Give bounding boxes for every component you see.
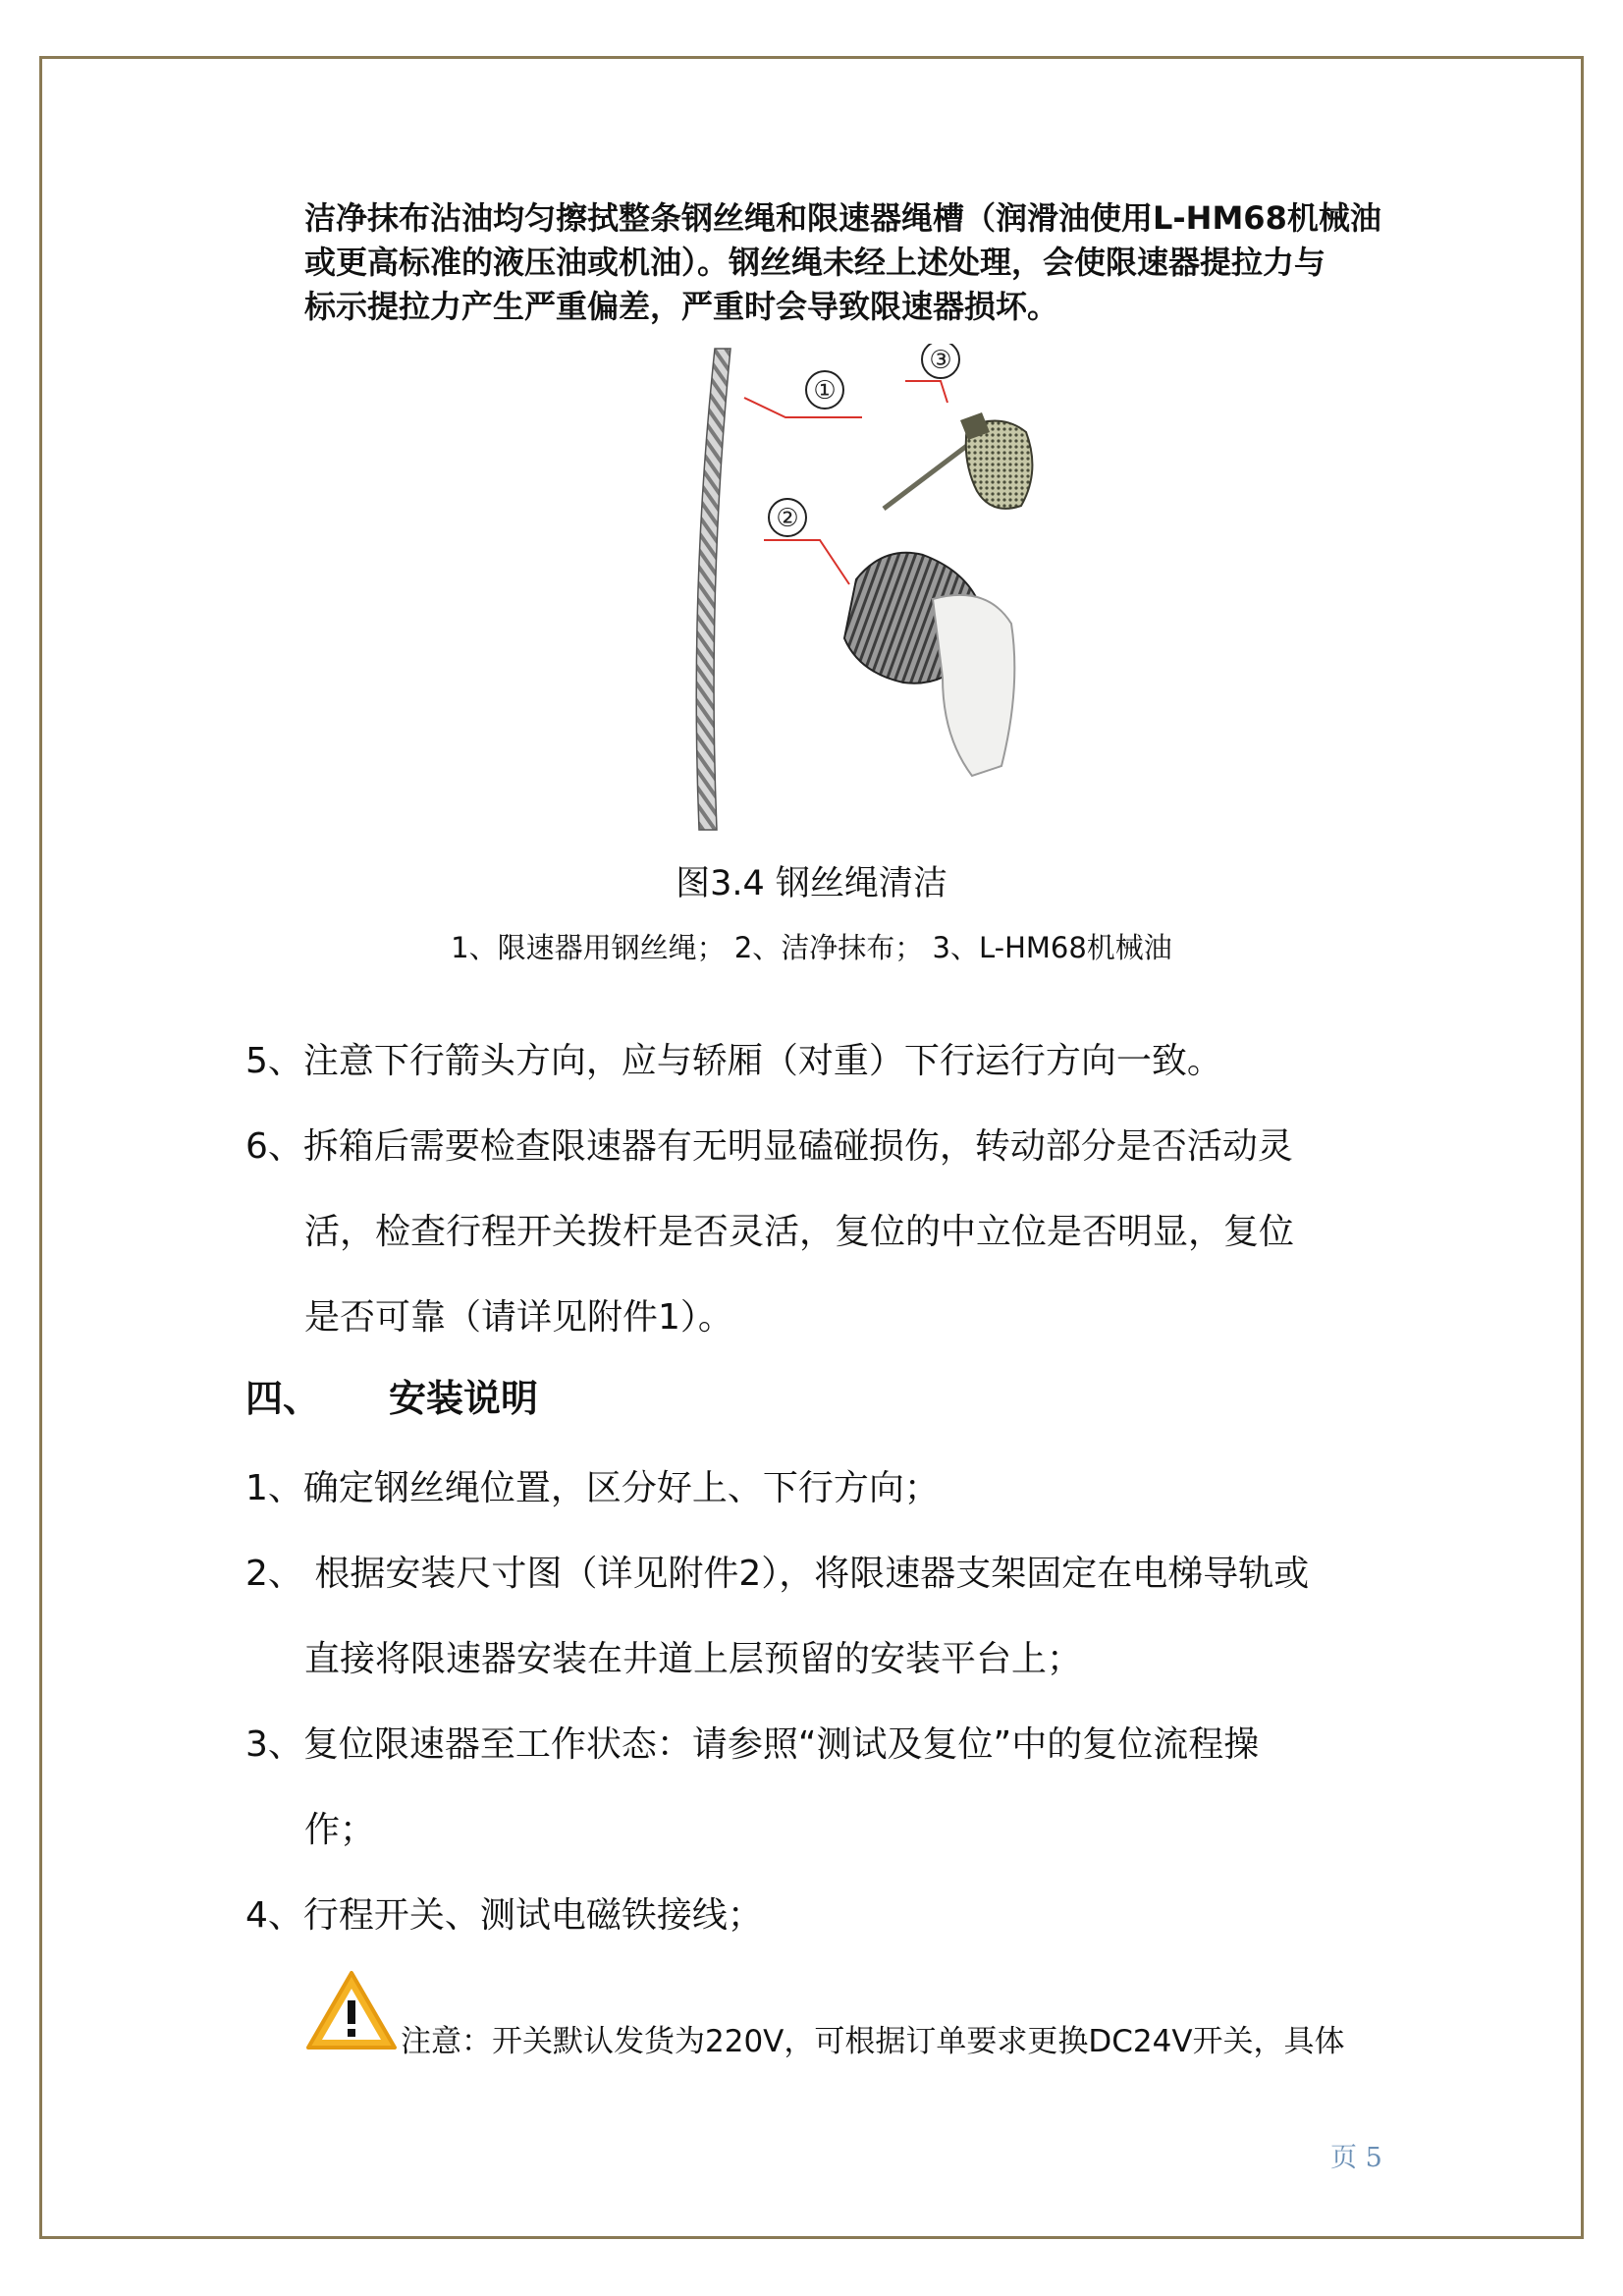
section-number: 四、 [245,1377,321,1420]
leader-line-1 [744,398,862,417]
marker-2: ② [776,504,799,533]
intro-line-2: 或更高标准的液压油或机油）。钢丝绳未经上述处理，会使限速器提拉力与 [304,244,1326,281]
notice-text: 注意：开关默认发货为220V，可根据订单要求更换DC24V开关，具体 [401,2024,1345,2059]
intro-line-3: 标示提拉力产生严重偏差，严重时会导致限速器损坏。 [304,288,1059,325]
install-item-3-line-2: 作； [304,1810,376,1850]
marker-3: ③ [929,346,952,375]
leader-line-3 [905,381,947,403]
item-6-line-1: 6、拆箱后需要检查限速器有无明显磕碰损伤，转动部分是否活动灵 [245,1126,1293,1167]
section-heading [245,1368,538,1422]
warning-icon [304,1969,399,2051]
section-title: 安装说明 [389,1377,539,1420]
intro-line-1: 洁净抹布沾油均匀擦拭整条钢丝绳和限速器绳槽（润滑油使用L-HM68机械油 [304,199,1381,237]
item-5: 5、注意下行箭头方向，应与轿厢（对重）下行运行方向一致。 [245,1041,1222,1081]
marker-1: ① [813,376,837,406]
leader-line-2 [764,540,849,584]
item-6-line-2: 活，检查行程开关拨杆是否灵活，复位的中立位是否明显，复位 [304,1212,1295,1252]
cleaning-cloth-image [844,553,1014,776]
page-number: 页 5 [1330,2143,1382,2173]
install-item-1: 1、确定钢丝绳位置，区分好上、下行方向； [245,1468,940,1508]
wire-rope-image [696,349,730,830]
install-item-3-line-1: 3、复位限速器至工作状态：请参照“测试及复位”中的复位流程操 [245,1724,1260,1765]
item-6-line-3: 是否可靠（请详见附件1）。 [304,1297,733,1338]
oil-can-image [884,412,1032,509]
install-item-2-line-1: 2、 根据安装尺寸图（详见附件2），将限速器支架固定在电梯导轨或 [245,1554,1310,1594]
install-item-2-line-2: 直接将限速器安装在井道上层预留的安装平台上； [304,1639,1083,1679]
install-item-4: 4、行程开关、测试电磁铁接线； [245,1895,763,1936]
wire-rope-cleaning-figure [648,344,1060,835]
figure-legend: 1、限速器用钢丝绳； 2、洁净抹布； 3、L-HM68机械油 [451,931,1172,964]
figure-caption: 图3.4 钢丝绳清洁 [676,864,947,903]
intro-paragraph [304,196,1394,329]
